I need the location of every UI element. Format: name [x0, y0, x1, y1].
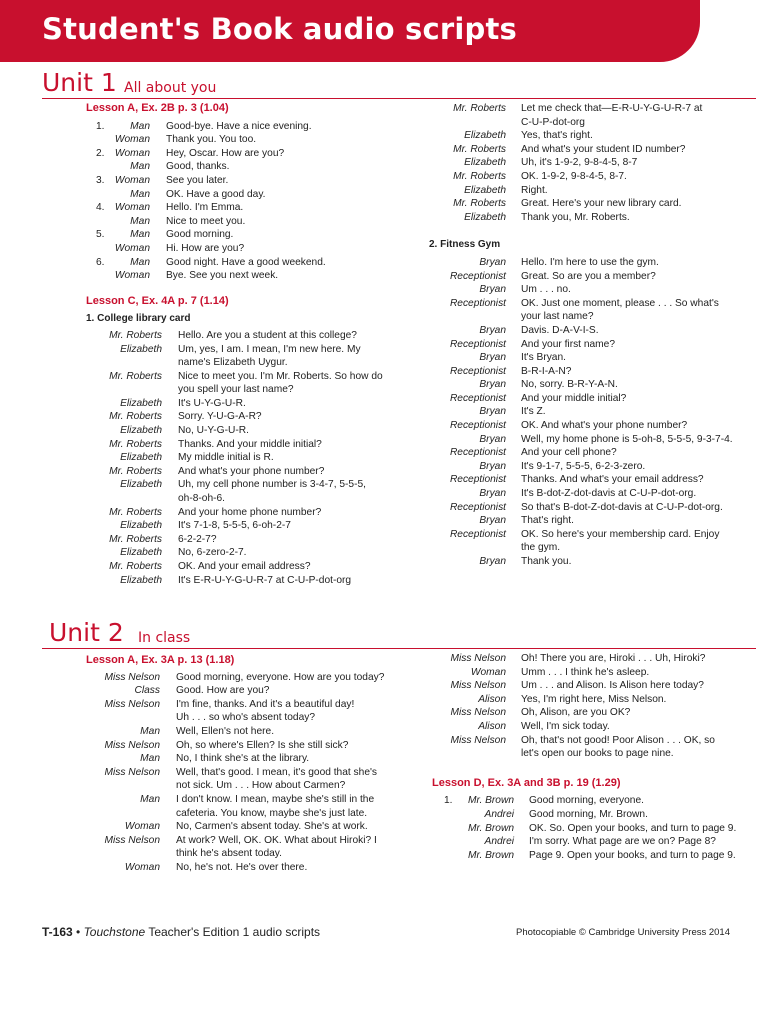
script-line [42, 478, 412, 505]
speaker-name: Woman [114, 242, 150, 254]
script-line [42, 174, 412, 188]
unit-1-header [42, 68, 756, 99]
unit-title: In class [138, 630, 191, 646]
script-block [420, 256, 765, 569]
script-line [420, 297, 765, 324]
dialogue-text: At work? Well, OK. OK. What about Hiroki? I [176, 834, 377, 846]
lesson-heading: Lesson C, Ex. 4A p. 7 (1.14) [86, 294, 229, 307]
speaker-name: Miss Nelson [104, 834, 160, 846]
dialogue-text: think he's absent today. [176, 848, 282, 860]
speaker-name: Elizabeth [120, 520, 162, 532]
dialogue-text: Oh, Alison, are you OK? [521, 707, 631, 719]
speaker-name: Mr. Roberts [453, 103, 506, 114]
script-line [420, 473, 765, 487]
dialogue-text: Hello. Are you a student at this college? [178, 329, 357, 341]
script-line [42, 120, 412, 134]
dialogue-text: oh-8-oh-6. [178, 493, 226, 505]
dialogue-text: OK. And what's your phone number? [521, 420, 688, 432]
script-line [42, 834, 412, 861]
item-number: 5. [96, 229, 105, 241]
speaker-name: Elizabeth [464, 130, 506, 142]
dialogue-text: Bye. See you next week. [166, 270, 279, 282]
speaker-name: Bryan [479, 352, 506, 364]
speaker-name: Man [140, 725, 160, 737]
script-line [420, 693, 765, 707]
unit-2-header [42, 618, 756, 649]
script-line [420, 734, 765, 761]
speaker-name: Bryan [479, 556, 506, 567]
script-line [420, 794, 765, 808]
dialogue-text: Good. How are you? [176, 685, 270, 697]
script-line [420, 822, 765, 836]
dialogue-text: It's B-dot-Z-dot-davis at C-U-P-dot-org. [521, 488, 697, 500]
dialogue-text: Hello. I'm Emma. [166, 202, 244, 214]
dialogue-text: Well, that's good. I mean, it's good that she's [176, 766, 378, 778]
speaker-name: Woman [124, 821, 160, 833]
speaker-name: Mr. Roberts [109, 465, 162, 477]
dialogue-text: Yes, that's right. [521, 130, 593, 142]
script-line [420, 283, 765, 297]
script-line [420, 849, 765, 863]
copyright-note: Photocopiable © Cambridge University Press 2014 [516, 927, 730, 938]
script-line [42, 397, 412, 411]
speaker-name: Mr. Roberts [109, 438, 162, 450]
speaker-name: Mr. Roberts [453, 198, 506, 210]
dialogue-text: Good morning, everyone. [529, 795, 644, 807]
script-line [420, 378, 765, 392]
dialogue-text: not sick. Um . . . How about Carmen? [176, 780, 346, 792]
script-block [42, 329, 412, 587]
script-line [42, 438, 412, 452]
dialogue-text: Right. [521, 184, 548, 196]
dialogue-text: I'm fine, thanks. And it's a beautiful day! [176, 698, 355, 710]
script-line [420, 679, 765, 693]
script-block [420, 652, 765, 761]
speaker-name: Miss Nelson [450, 734, 506, 746]
dialogue-text: you spell your last name? [178, 384, 294, 396]
dialogue-text: It's Bryan. [521, 352, 566, 364]
dialogue-text: the gym. [521, 542, 561, 554]
script-line [42, 188, 412, 202]
speaker-name: Mr. Brown [467, 849, 514, 861]
script-line [420, 170, 765, 184]
script-line [420, 338, 765, 352]
script-line [42, 820, 412, 834]
script-line [420, 365, 765, 379]
script-line [42, 574, 412, 588]
script-line [42, 739, 412, 753]
script-line [42, 684, 412, 698]
script-line [420, 256, 765, 270]
speaker-name: Miss Nelson [450, 707, 506, 719]
script-line [42, 228, 412, 242]
speaker-name: Receptionist [449, 297, 506, 309]
unit-number: Unit 1 [42, 68, 117, 97]
speaker-name: Elizabeth [464, 211, 506, 223]
speaker-name: Mr. Roberts [109, 411, 162, 423]
speaker-name: Mr. Roberts [109, 506, 162, 518]
dialogue-text: Thanks. And your middle initial? [178, 438, 322, 450]
dialogue-text: Thank you. You too. [166, 134, 257, 146]
speaker-name: Class [134, 685, 160, 697]
speaker-name: Mr. Brown [467, 795, 514, 807]
script-line [420, 652, 765, 666]
speaker-name: Miss Nelson [104, 766, 160, 778]
script-line [42, 519, 412, 533]
dialogue-text: And your cell phone? [521, 447, 617, 459]
dialogue-text: And your first name? [521, 338, 615, 350]
footer-description: Teacher's Edition 1 audio scripts [148, 925, 321, 939]
script-line [420, 706, 765, 720]
speaker-name: Bryan [479, 515, 506, 527]
book-title: Touchstone [83, 925, 146, 939]
dialogue-text: Hey, Oscar. How are you? [166, 147, 285, 159]
script-line [42, 370, 412, 397]
item-number: 6. [96, 256, 105, 268]
speaker-name: Man [130, 215, 150, 227]
dialogue-text: No, sorry. B-R-Y-A-N. [521, 379, 618, 391]
unit-2-right-column [420, 652, 765, 862]
script-line [42, 725, 412, 739]
speaker-name: Elizabeth [120, 574, 162, 586]
speaker-name: Miss Nelson [104, 739, 160, 751]
dialogue-text: Well, Ellen's not here. [176, 725, 275, 737]
speaker-name: Miss Nelson [104, 671, 160, 683]
dialogue-text: It's E-R-U-Y-G-U-R-7 at C-U-P-dot-org [178, 574, 352, 586]
script-line [42, 201, 412, 215]
dialogue-text: No, Carmen's absent today. She's at work. [176, 821, 368, 833]
script-line [42, 424, 412, 438]
dialogue-text: It's 9-1-7, 5-5-5, 6-2-3-zero. [521, 460, 646, 472]
speaker-name: Elizabeth [120, 343, 162, 355]
speaker-name: Miss Nelson [104, 698, 160, 710]
speaker-name: Receptionist [449, 365, 506, 377]
footer-bullet: • [76, 925, 81, 939]
speaker-name: Bryan [479, 379, 506, 391]
script-line [42, 410, 412, 424]
speaker-name: Elizabeth [120, 425, 162, 437]
speaker-name: Man [130, 120, 150, 132]
speaker-name: Receptionist [449, 447, 506, 459]
speaker-name: Bryan [479, 284, 506, 296]
script-line [42, 560, 412, 574]
script-line [42, 133, 412, 147]
dialogue-text: It's 7-1-8, 5-5-5, 6-oh-2-7 [178, 520, 291, 532]
script-block [420, 102, 765, 224]
dialogue-text: Well, I'm sick today. [521, 720, 610, 732]
script-line [420, 555, 765, 569]
script-block [42, 671, 412, 875]
dialogue-text: It's Z. [521, 406, 546, 418]
dialogue-text: Umm . . . I think he's asleep. [521, 666, 650, 678]
dialogue-text: Uh . . . so who's absent today? [176, 712, 315, 724]
speaker-name: Andrei [484, 808, 514, 820]
dialogue-text: Thank you, Mr. Roberts. [521, 211, 630, 223]
speaker-name: Receptionist [449, 338, 506, 350]
dialogue-text: OK. So here's your membership card. Enjoy [521, 528, 720, 540]
speaker-name: Woman [114, 202, 150, 214]
dialogue-text: Great. So are you a member? [521, 270, 656, 282]
dialogue-text: Davis. D-A-V-I-S. [521, 324, 599, 336]
script-line [420, 419, 765, 433]
script-line [42, 533, 412, 547]
script-line [420, 433, 765, 447]
dialogue-text: It's U-Y-G-U-R. [178, 397, 246, 409]
unit-title: All about you [124, 80, 217, 96]
dialogue-text: Nice to meet you. I'm Mr. Roberts. So how do [178, 370, 383, 382]
item-number: 1. [96, 120, 105, 132]
script-line [420, 808, 765, 822]
dialogue-text: Nice to meet you. [166, 215, 246, 227]
dialogue-text: Yes, I'm right here, Miss Nelson. [521, 693, 667, 705]
speaker-name: Bryan [479, 460, 506, 472]
dialogue-text: Let me check that—E-R-U-Y-G-U-R-7 at [521, 103, 703, 114]
dialogue-text: My middle initial is R. [178, 452, 274, 464]
dialogue-text: And what's your student ID number? [521, 143, 686, 155]
script-line [42, 766, 412, 793]
page-title: Student's Book audio scripts [42, 12, 518, 46]
unit-number: Unit 2 [49, 618, 124, 647]
speaker-name: Mr. Roberts [453, 170, 506, 182]
speaker-name: Mr. Roberts [453, 143, 506, 155]
dialogue-text: C-U-P-dot-org [521, 116, 585, 128]
script-line [420, 501, 765, 515]
speaker-name: Elizabeth [120, 397, 162, 409]
dialogue-text: Uh, it's 1-9-2, 9-8-4-5, 8-7 [521, 157, 638, 169]
script-line [42, 752, 412, 766]
dialogue-text: No, 6-zero-2-7. [178, 547, 247, 559]
script-line [42, 698, 412, 725]
script-line [420, 720, 765, 734]
dialogue-text: Um . . . and Alison. Is Alison here today? [521, 680, 704, 692]
script-line [42, 269, 412, 283]
item-number: 2. [96, 147, 105, 159]
speaker-name: Elizabeth [120, 547, 162, 559]
speaker-name: Alison [478, 693, 506, 705]
script-line [42, 451, 412, 465]
script-line [420, 666, 765, 680]
dialogue-text: let's open our books to page nine. [521, 748, 674, 760]
dialogue-text: OK. So. Open your books, and turn to page 9. [529, 822, 737, 834]
dialogue-text: Thanks. And what's your email address? [521, 474, 704, 486]
speaker-name: Man [130, 188, 150, 200]
dialogue-text: Oh, so where's Ellen? Is she still sick? [176, 739, 349, 751]
dialogue-text: Good morning. [166, 229, 234, 241]
speaker-name: Woman [114, 174, 150, 186]
dialogue-text: Well, my home phone is 5-oh-8, 5-5-5, 9-3-7-4. [521, 433, 733, 445]
dialogue-text: No, I think she's at the library. [176, 753, 310, 765]
dialogue-text: Um, yes, I am. I mean, I'm new here. My [178, 343, 361, 355]
script-line [42, 546, 412, 560]
script-subheading: 1. College library card [86, 313, 191, 325]
script-line [42, 329, 412, 343]
speaker-name: Receptionist [449, 474, 506, 486]
script-line [420, 270, 765, 284]
speaker-name: Miss Nelson [450, 653, 506, 664]
dialogue-text: Good morning, Mr. Brown. [529, 808, 648, 820]
speaker-name: Woman [114, 270, 150, 282]
script-line [420, 460, 765, 474]
script-line [420, 197, 765, 211]
script-line [42, 147, 412, 161]
script-line [42, 793, 412, 820]
dialogue-text: OK. Have a good day. [166, 188, 266, 200]
lesson-heading: Lesson A, Ex. 3A p. 13 (1.18) [86, 654, 235, 666]
dialogue-text: I don't know. I mean, maybe she's still in the [176, 793, 375, 805]
script-block [42, 120, 412, 283]
speaker-name: Elizabeth [120, 452, 162, 464]
script-line [42, 160, 412, 174]
dialogue-text: Hi. How are you? [166, 242, 245, 254]
speaker-name: Elizabeth [120, 479, 162, 491]
speaker-name: Receptionist [449, 270, 506, 282]
speaker-name: Elizabeth [464, 157, 506, 169]
dialogue-text: Great. Here's your new library card. [521, 198, 682, 210]
speaker-name: Mr. Roberts [109, 533, 162, 545]
script-line [42, 506, 412, 520]
script-subheading: 2. Fitness Gym [429, 239, 501, 251]
unit-1-right-column [420, 102, 765, 569]
speaker-name: Woman [470, 666, 506, 678]
dialogue-text: That's right. [521, 515, 574, 527]
dialogue-text: No, U-Y-G-U-R. [178, 425, 249, 437]
script-line [420, 324, 765, 338]
item-number: 3. [96, 174, 105, 186]
script-line [42, 215, 412, 229]
dialogue-text: Uh, my cell phone number is 3-4-7, 5-5-5, [178, 479, 366, 491]
dialogue-text: Um . . . no. [521, 284, 571, 296]
speaker-name: Bryan [479, 324, 506, 336]
speaker-name: Elizabeth [464, 184, 506, 196]
speaker-name: Man [140, 793, 160, 805]
header-banner [0, 0, 700, 62]
dialogue-text: I'm sorry. What page are we on? Page 8? [529, 836, 716, 848]
dialogue-text: Oh! There you are, Hiroki . . . Uh, Hiroki? [521, 653, 706, 664]
dialogue-text: OK. 1-9-2, 9-8-4-5, 8-7. [521, 170, 627, 182]
speaker-name: Woman [114, 147, 150, 159]
item-number: 1. [444, 795, 453, 807]
unit-1-left-column [42, 102, 412, 587]
page-number: T-163 [42, 925, 73, 939]
item-number: 4. [96, 202, 105, 214]
speaker-name: Bryan [479, 488, 506, 500]
dialogue-text: Hello. I'm here to use the gym. [521, 256, 659, 268]
speaker-name: Man [130, 229, 150, 241]
script-line [420, 211, 765, 225]
script-line [42, 256, 412, 270]
script-line [420, 156, 765, 170]
dialogue-text: Thank you. [521, 556, 572, 567]
speaker-name: Miss Nelson [450, 680, 506, 692]
speaker-name: Man [130, 161, 150, 173]
script-line [420, 129, 765, 143]
script-line [420, 835, 765, 849]
speaker-name: Bryan [479, 256, 506, 268]
speaker-name: Receptionist [449, 528, 506, 540]
speaker-name: Alison [478, 720, 506, 732]
speaker-name: Andrei [484, 836, 514, 848]
dialogue-text: OK. Just one moment, please . . . So what's [521, 297, 719, 309]
speaker-name: Receptionist [449, 392, 506, 404]
speaker-name: Receptionist [449, 501, 506, 513]
speaker-name: Bryan [479, 433, 506, 445]
speaker-name: Mr. Roberts [109, 370, 162, 382]
dialogue-text: Oh, that's not good! Poor Alison . . . OK, so [521, 734, 715, 746]
dialogue-text: And your home phone number? [178, 506, 322, 518]
unit-2-left-column [42, 654, 412, 875]
dialogue-text: See you later. [166, 174, 229, 186]
script-line [420, 102, 765, 129]
script-line [420, 514, 765, 528]
script-line [420, 351, 765, 365]
script-line [420, 446, 765, 460]
script-line [420, 184, 765, 198]
dialogue-text: Sorry. Y-U-G-A-R? [178, 411, 262, 423]
dialogue-text: Good night. Have a good weekend. [166, 256, 326, 268]
dialogue-text: And your middle initial? [521, 392, 627, 404]
script-line [42, 343, 412, 370]
script-line [42, 242, 412, 256]
script-line [420, 143, 765, 157]
dialogue-text: OK. And your email address? [178, 561, 311, 572]
speaker-name: Man [130, 256, 150, 268]
lesson-heading: Lesson D, Ex. 3A and 3B p. 19 (1.29) [432, 776, 621, 789]
speaker-name: Woman [124, 861, 160, 873]
dialogue-text: name's Elizabeth Uygur. [178, 357, 288, 369]
dialogue-text: B-R-I-A-N? [521, 365, 572, 377]
script-line [420, 405, 765, 419]
dialogue-text: No, he's not. He's over there. [176, 861, 308, 873]
dialogue-text: And what's your phone number? [178, 465, 325, 477]
footer-left [42, 925, 320, 939]
speaker-name: Receptionist [449, 420, 506, 432]
speaker-name: Mr. Roberts [109, 329, 162, 341]
script-line [420, 528, 765, 555]
script-block [420, 794, 765, 862]
dialogue-text: Page 9. Open your books, and turn to page 9. [529, 849, 736, 861]
dialogue-text: Good morning, everyone. How are you today? [176, 671, 385, 683]
speaker-name: Bryan [479, 406, 506, 418]
dialogue-text: your last name? [521, 311, 594, 323]
script-line [42, 465, 412, 479]
speaker-name: Woman [114, 134, 150, 146]
lesson-heading: Lesson A, Ex. 2B p. 3 (1.04) [86, 102, 229, 114]
dialogue-text: So that's B-dot-Z-dot-davis at C-U-P-dot-org. [521, 501, 723, 513]
dialogue-text: Good, thanks. [166, 161, 230, 173]
dialogue-text: cafeteria. You know, maybe she's just late. [176, 807, 368, 819]
script-line [42, 861, 412, 875]
script-line [420, 392, 765, 406]
dialogue-text: 6-2-2-7? [178, 533, 217, 545]
script-line [42, 671, 412, 685]
script-line [420, 487, 765, 501]
speaker-name: Mr. Roberts [109, 561, 162, 572]
dialogue-text: Good-bye. Have a nice evening. [166, 120, 312, 132]
speaker-name: Mr. Brown [467, 822, 514, 834]
speaker-name: Man [140, 753, 160, 765]
